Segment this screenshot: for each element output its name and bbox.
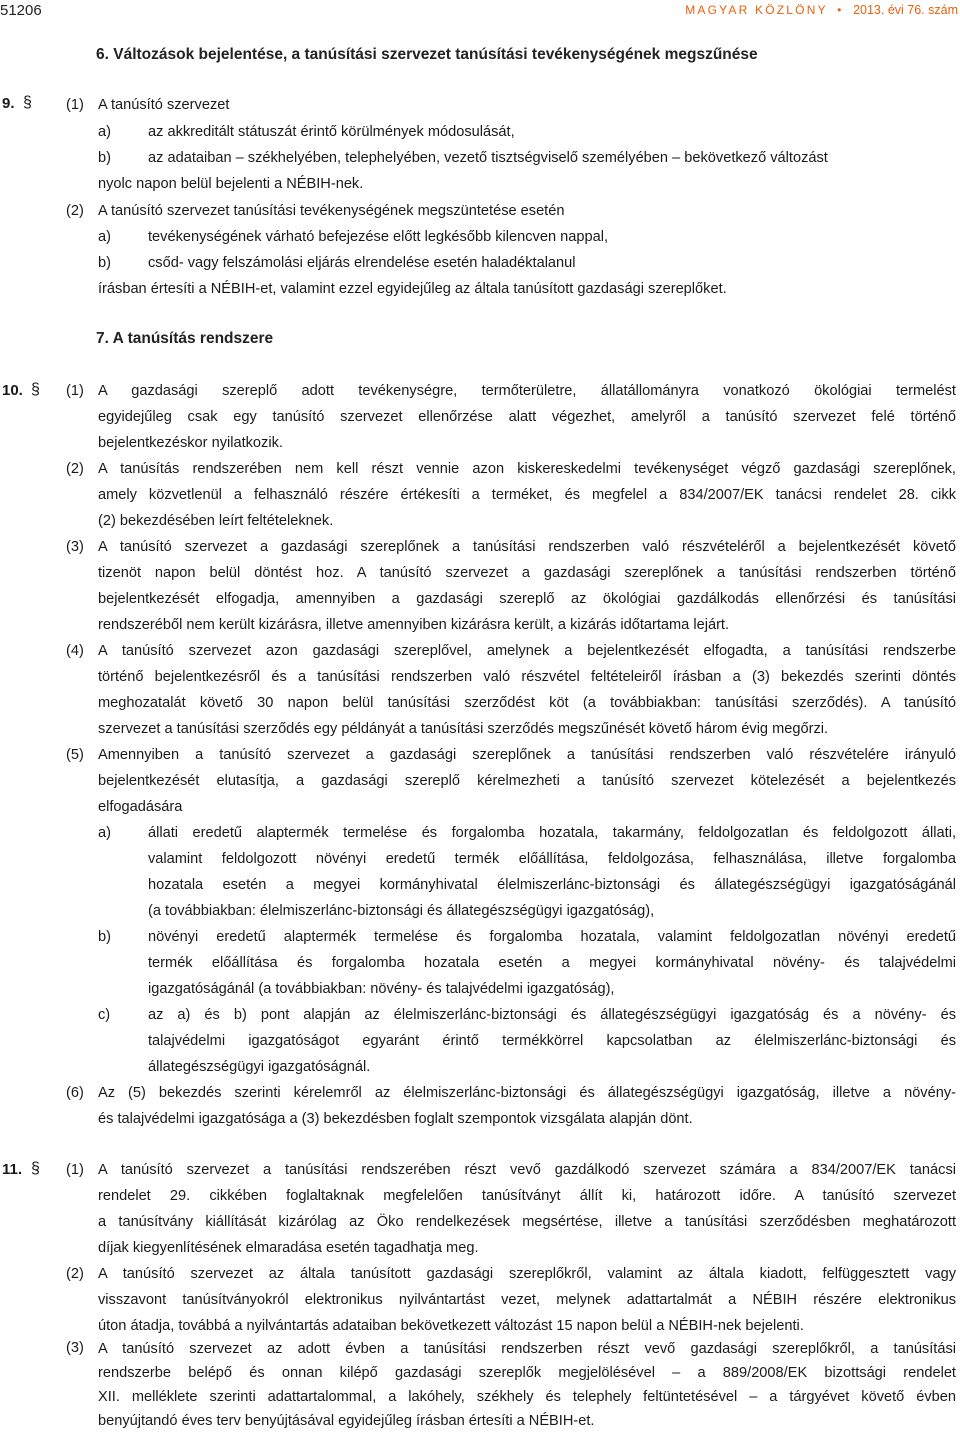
text-line: bejelentkezéskor nyilatkozik. — [98, 435, 283, 451]
text-line: díjak kiegyenlítésének elmaradása esetén tagadhatja meg. — [98, 1240, 479, 1256]
separator-dot: • — [837, 3, 844, 17]
closing-text: írásban értesíti a NÉBIH-et, valamint ezzel egyidejűleg az általa tanúsított gazdasági szereplőket. — [98, 281, 727, 297]
text-line: benyújtandó éves terv benyújtásával egyidejűleg írásban értesíti a NÉBIH-et. — [98, 1413, 595, 1429]
paragraph-sign: § — [31, 1160, 40, 1177]
subsection-number: (1) — [66, 1162, 84, 1178]
text-line: szervezet a tanúsítási szerződés egy példányát a tanúsítási szerződés megszűnését követő három évig megőrzi. — [98, 721, 829, 737]
text-line: Amennyiben a tanúsító szervezet a gazdasági szereplőnek a tanúsítási rendszerben való részvételére irányuló — [98, 747, 956, 763]
point-mark: a) — [98, 825, 111, 841]
point-mark: b) — [98, 150, 111, 166]
point-text: tevékenységének várható befejezése előtt legkésőbb kilencven nappal, — [148, 229, 609, 245]
text-line: rendelet 29. cikkében foglaltaknak megfelelően tanúsítványt állít ki, határozott időre. A tanúsító szervezet — [98, 1188, 956, 1204]
page-number: 51206 — [0, 2, 42, 19]
text-line: hozatala esetén a megyei kormányhivatal élelmiszerlánc-biztonsági és állategészségügyi igazgatóságánál — [148, 877, 956, 893]
text-line: Az (5) bekezdés szerinti kérelemről az élelmiszerlánc-biztonsági és állategészségügyi igazgatóság, illetve a növény- — [98, 1085, 956, 1101]
text-line: és talajvédelmi igazgatósága a (3) bekezdésben foglalt szempontok vizsgálata alapján dönt. — [98, 1111, 693, 1127]
text-line: bejelentkezését elfogadja, amennyiben a gazdasági szereplő az ökológiai gazdálkodás ellenőrzési és tanúsítási — [98, 591, 956, 607]
point-text: csőd- vagy felszámolási eljárás elrendelése esetén haladéktalanul — [148, 255, 576, 271]
text-line: XII. melléklete szerinti adattartalommal, a lakóhely, székhely és telephely feltüntetésével – a tárgyévet követő évben — [98, 1389, 956, 1405]
subsection-text: A tanúsító szervezet — [98, 97, 230, 113]
text-line: amely közvetlenül a felhasználó részére értékesíti a terméket, és megfelel a 834/2007/EK tanácsi rendelet 28. cikk — [98, 487, 956, 503]
text-line: A tanúsító szervezet azon gazdasági szereplővel, amelynek a bejelentkezését elfogadta, a tanúsítási rendszerbe — [98, 643, 956, 659]
point-mark: b) — [98, 929, 111, 945]
chapter-heading-7: 7. A tanúsítás rendszere — [96, 330, 274, 347]
text-line: az a) és b) pont alapján az élelmiszerlánc-biztonsági és állategészségügyi igazgatóság és a növény- és — [148, 1007, 956, 1023]
text-line: A tanúsító szervezet a tanúsítási rendszerében részt vevő gazdálkodó szervezet számára a 834/2007/EK tanácsi — [98, 1162, 956, 1178]
text-line: úton átadja, továbbá a nyilvántartás adataiban bekövetkezett változást 15 napon belül a NÉBIH-nek bejelenti. — [98, 1318, 804, 1334]
point-mark: c) — [98, 1007, 111, 1023]
text-line: elfogadására — [98, 799, 183, 815]
text-line: (2) bekezdésében leírt feltételeknek. — [98, 513, 334, 529]
section-number: 11. — [2, 1161, 23, 1178]
section-number: 10. — [2, 382, 23, 399]
paragraph-sign: § — [23, 94, 32, 111]
page-header — [0, 2, 960, 26]
text-line: (a továbbiakban: élelmiszerlánc-biztonsági és állategészségügyi igazgatóság), — [148, 903, 655, 919]
point-text: az adataiban – székhelyében, telephelyében, vezető tisztségviselő személyében – bekövetkező változást — [148, 150, 828, 166]
subsection-number: (3) — [66, 1340, 84, 1356]
issue-number: 2013. évi 76. szám — [853, 3, 958, 17]
text-line: A gazdasági szereplő adott tevékenységre, termőterületre, állatállományra vonatkozó ökológiai termelést — [98, 383, 956, 399]
text-line: A tanúsító szervezet az általa tanúsított gazdasági szereplőkről, valamint az általa kiadott, felfüggesztett vagy — [98, 1266, 956, 1282]
journal-name: MAGYAR KÖZLÖNY — [685, 3, 828, 17]
text-line: a tanúsítvány kiállítását kizárólag az Öko rendelkezések megsértése, illetve a tanúsítási szerződésben meghatározott — [98, 1214, 956, 1230]
text-line: állati eredetű alaptermék termelése és forgalomba hozatala, takarmány, feldolgozatlan és feldolgozott állati, — [148, 825, 956, 841]
point-mark: a) — [98, 124, 111, 140]
text-line: történő bejelentkezésről és a tanúsítási rendszerben való részvétel feltételeiről írásban a (3) bekezdés szerinti döntés — [98, 669, 956, 685]
subsection-number: (5) — [66, 747, 84, 763]
subsection-number: (2) — [66, 203, 84, 219]
text-line: egyidejűleg csak egy tanúsító szervezet ellenőrzése alatt végezhet, amelyről a tanúsító szervezet felé történő — [98, 409, 956, 425]
text-line: állategészségügyi igazgatóságnál. — [148, 1059, 371, 1075]
text-line: visszavont tanúsítványokról elektronikus nyilvántartást vezet, melynek adattartalmát a NÉBIH részére elektronikus — [98, 1292, 956, 1308]
subsection-number: (1) — [66, 383, 84, 399]
text-line: rendszerbe belépő és onnan kilépő gazdasági szereplők megjelölésével – a 889/2008/EK bizottsági rendelet — [98, 1365, 956, 1381]
point-text: az akkreditált státuszát érintő körülmények módosulását, — [148, 124, 515, 140]
subsection-text: A tanúsító szervezet tanúsítási tevékenységének megszüntetése esetén — [98, 203, 565, 219]
text-line: A tanúsító szervezet az adott évben a tanúsítási rendszerben részt vevő gazdasági szereplőkről, a tanúsítási — [98, 1341, 956, 1357]
text-line: A tanúsítás rendszerében nem kell részt vennie azon kiskereskedelmi tevékenységet végző gazdasági szereplőnek, — [98, 461, 956, 477]
journal-title — [685, 3, 958, 17]
subsection-number: (2) — [66, 1266, 84, 1282]
point-mark: b) — [98, 255, 111, 271]
subsection-number: (6) — [66, 1085, 84, 1101]
paragraph-sign: § — [31, 381, 40, 398]
text-line: A tanúsító szervezet a gazdasági szereplőnek a tanúsítási rendszerben való részvételéről a bejelentkezését követő — [98, 539, 956, 555]
text-line: rendszeréből nem került kizárásra, illetve amennyiben kizárásra került, a kizárás időtartama lejárt. — [98, 617, 730, 633]
text-line: valamint feldolgozott növényi eredetű termék előállítása, feldolgozása, felhasználása, illetve forgalomba — [148, 851, 956, 867]
text-line: bejelentkezését elutasítja, a gazdasági szereplő kérelmezheti a tanúsító szervezet kötelezését a bejelentkezés — [98, 773, 956, 789]
text-line: tizenöt napon belül döntést hoz. A tanúsító szervezet a gazdasági szereplőnek a tanúsítási rendszerben történő — [98, 565, 956, 581]
text-line: meghozatalát követő 30 napon belül tanúsítási szerződést köt (a továbbiakban: tanúsítási szerződés). A tanúsító — [98, 695, 956, 711]
chapter-heading-6: 6. Változások bejelentése, a tanúsítási szervezet tanúsítási tevékenységének megszűnése — [96, 46, 758, 63]
text-line: növényi eredetű alaptermék termelése és forgalomba hozatala, valamint feldolgozatlan növényi eredetű — [148, 929, 956, 945]
point-mark: a) — [98, 229, 111, 245]
text-line: talajvédelmi igazgatóságot egyaránt érintő termékkörrel kapcsolatban az élelmiszerlánc-biztonsági és — [148, 1033, 956, 1049]
subsection-number: (2) — [66, 461, 84, 477]
closing-text: nyolc napon belül bejelenti a NÉBIH-nek. — [98, 176, 364, 192]
subsection-number: (1) — [66, 97, 84, 113]
section-number: 9. — [2, 95, 15, 112]
text-line: igazgatóságánál (a továbbiakban: növény- és talajvédelmi igazgatóság), — [148, 981, 615, 997]
text-line: termék előállítása és forgalomba hozatala esetén a megyei kormányhivatal növény- és talajvédelmi — [148, 955, 956, 971]
subsection-number: (4) — [66, 643, 84, 659]
subsection-number: (3) — [66, 539, 84, 555]
